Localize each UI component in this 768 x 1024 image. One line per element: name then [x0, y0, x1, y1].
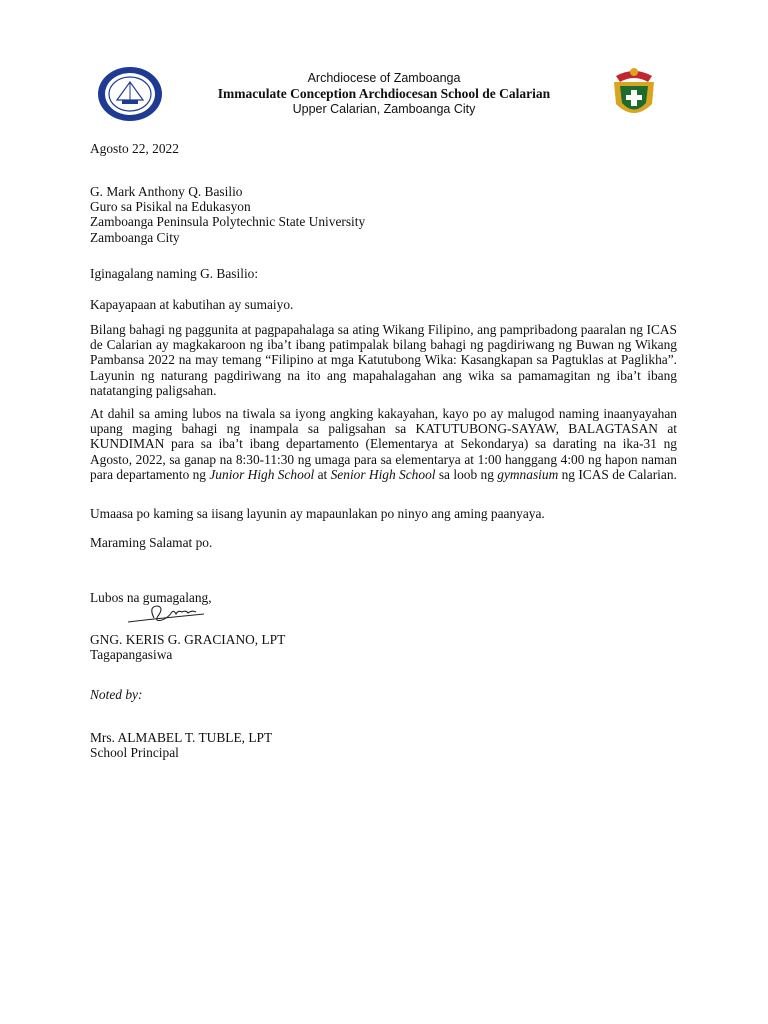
principal-title: School Principal [90, 745, 179, 761]
closing: Lubos na gumagalang, [90, 590, 212, 605]
greeting: Kapayapaan at kabutihan ay sumaiyo. [90, 297, 294, 312]
principal-name: Mrs. ALMABEL T. TUBLE, LPT [90, 730, 273, 745]
hope-line: Umaasa po kaming sa iisang layunin ay mapaunlakan po ninyo ang aming paanyaya. [90, 506, 545, 521]
paragraph-2 [90, 406, 677, 482]
jhs-term: Junior High School [209, 466, 315, 482]
school-address: Upper Calarian, Zamboanga City [292, 102, 476, 116]
letterhead-text [170, 70, 598, 117]
signer-name: GNG. KERIS G. GRACIANO, LPT [90, 632, 286, 647]
signer-title: Tagapangasiwa [90, 647, 173, 663]
paragraph-2-text-3: ng ICAS de Calarian. [558, 466, 677, 482]
recipient-city: Zamboanga City [90, 229, 180, 245]
paragraph-2-and: at [314, 466, 331, 482]
noted-by: Noted by: [90, 687, 143, 702]
shs-term: Senior High School [330, 466, 436, 482]
signature-icon [124, 600, 208, 630]
school-seal-icon [97, 66, 163, 122]
gym-term: gymnasium [497, 466, 559, 482]
paragraph-1: Bilang bahagi ng paggunita at pagpapahalaga sa ating Wikang Filipino, ang pampribadong paaralan ng ICAS de Calarian ay magkakaroon ng iba’t ibang patimpalak bilang bahagi ng pagdiriwang ng Buwan ng Wikang Pambansa 2022 na may temang “Filipino at mga Katutubong Wika: Kasangkapan sa Pagtuklas at Paglikha”. Layunin ng naturang pagdiriwang na ito ang mapahalagahan ang wika sa pamamagitan ng iba’t ibang natatanging paligsahan. [90, 322, 677, 398]
recipient-position: Guro sa Pisikal na Edukasyon [90, 199, 251, 215]
paragraph-2-text-1: At dahil sa aming lubos na tiwala sa iyong angking kakayahan, kayo po ay malugod naming inaanyayahan upang maging bahagi ng inampala sa paligsahan sa KATUTUBONG-SAYAW, BALAGTASAN at KUNDIMAN para sa iba’t ibang departamento (Elementarya at Sekondarya) sa darating na ika-31 ng Agosto, 2022, sa ganap na 8:30-11:30 ng umaga para sa elementarya at 1:00 hanggang 4:00 ng hapon naman para departamento ng [90, 406, 677, 482]
principal-block [90, 730, 272, 760]
letterhead [0, 0, 768, 130]
paragraph-2-text-2: sa loob ng [435, 466, 498, 482]
recipient-block [90, 184, 365, 245]
school-name: Immaculate Conception Archdiocesan School de Calarian [217, 86, 551, 101]
signer-block [90, 632, 285, 662]
salutation: Iginagalang naming G. Basilio: [90, 266, 259, 281]
archdiocese-name: Archdiocese of Zamboanga [307, 71, 461, 85]
letter-date: Agosto 22, 2022 [90, 141, 179, 156]
recipient-institution: Zamboanga Peninsula Polytechnic State University [90, 214, 366, 230]
archdiocese-crest-icon [608, 66, 660, 122]
recipient-name: G. Mark Anthony Q. Basilio [90, 184, 243, 199]
thanks-line: Maraming Salamat po. [90, 535, 213, 550]
